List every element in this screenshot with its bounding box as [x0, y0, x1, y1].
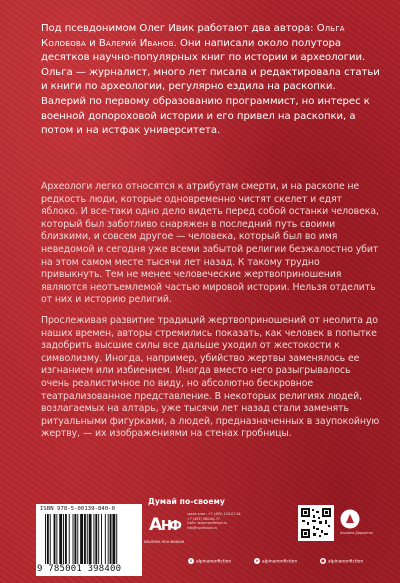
social-web[interactable] [320, 558, 363, 565]
authors-conjunction: и [89, 37, 96, 49]
social-telegram-handle: alpinanonfiction [262, 559, 298, 565]
svg-text:Ф: Ф [169, 519, 182, 534]
publisher-name: АЛЬПИНА НОН-ФИКШН [143, 540, 185, 544]
contact-line: Сайт: www.nonfiction.ru [187, 521, 228, 526]
author-name-olga: Ольга Колобова [41, 23, 345, 49]
isbn-barcode-block [36, 504, 142, 576]
social-vk[interactable] [188, 558, 231, 565]
social-links [188, 558, 388, 570]
digital-brand-name: Альпина Диджитал [340, 531, 373, 535]
authors-intro: Под псевдонимом Олег Ивик работают два автора: [41, 23, 314, 34]
contact-line: заказ книг: +7 (495) 120-07-04 [187, 512, 241, 516]
globe-icon: ● [321, 558, 325, 563]
digital-brand-icon [340, 509, 360, 529]
social-web-handle: alpinanonfiction [328, 559, 364, 565]
contact-line: +7 (495) 980-80-77 [187, 516, 220, 521]
annotation [41, 181, 381, 441]
svg-text:Н: Н [161, 519, 172, 534]
authors-bio: . Они написали около полутора десятков научно-популярных книг по истории и археологии. Ольга — журналист, много лет писала и редактировала статьи и книги по археологии, регулярно ездила на раскопки. Валерий по первому образованию программист, но интерес к военной допороховой истории и его привел на раскопки, а потом и на истфак университета. [41, 37, 380, 137]
isbn-label: ISBN 978-5-00139-840-0 [40, 506, 116, 512]
annotation-paragraph-1: Археологи легко относятся к атрибутам смерти, и на раскопе не редкость люди, которые одновременно чистят скелет и едят яблоко. И все-таки одно дело видеть перед собой останки человека, который был заботливо снаряжен в последний путь своими близкими, и совсем другое — человека, который был во имя неведомой и сегодня уже всеми забытой религии безжалостно убит на этом самом месте тысячи лет назад. К такому трудно привыкнуть. Тем не менее человеческие жертвоприношения являются неотъемлемой частью мировой истории. Нельзя отделить от них и историю религий. [41, 181, 379, 306]
qr-code-block [298, 505, 334, 541]
social-vk-handle: alpinanonfiction [196, 559, 232, 565]
publisher-slogan: Думай по-своему [148, 497, 225, 506]
svg-text:А: А [149, 515, 163, 535]
contact-line: info@nonfiction.ru [187, 525, 218, 530]
social-telegram[interactable] [254, 558, 297, 565]
qr-code-icon [301, 508, 331, 538]
author-name-valery: Валерий Иванов [98, 37, 174, 49]
annotation-paragraph-2: Прослеживая развитие традиций жертвоприношений от неолита до наших времен, авторы стремились показать, как человек в попытке задобрить высшие силы все дальше уходил от жестокости к символизму. Иногда, например, убийство жертвы заменялось ее изгнанием или избиением. Иногда вместо него разыгрывалось очень реалистичное по виду, но абсолютно бескровное театрализованное представление. В некоторых религиях людей, возлагаемых на алтарь, уже тысячи лет назад стали заменять ритуальными фигурками, а людей, предназначенных в заупокойную жертву, — их изображениями на стенах гробницы. [41, 314, 380, 440]
publisher-contacts [187, 512, 241, 530]
ean-digits: 9 785001 398400 [37, 564, 122, 574]
publisher-logo-icon [148, 509, 182, 539]
vk-icon: в [189, 558, 193, 563]
authors-paragraph [41, 22, 381, 139]
telegram-icon: ➤ [255, 558, 259, 563]
barcode-icon [45, 514, 139, 564]
